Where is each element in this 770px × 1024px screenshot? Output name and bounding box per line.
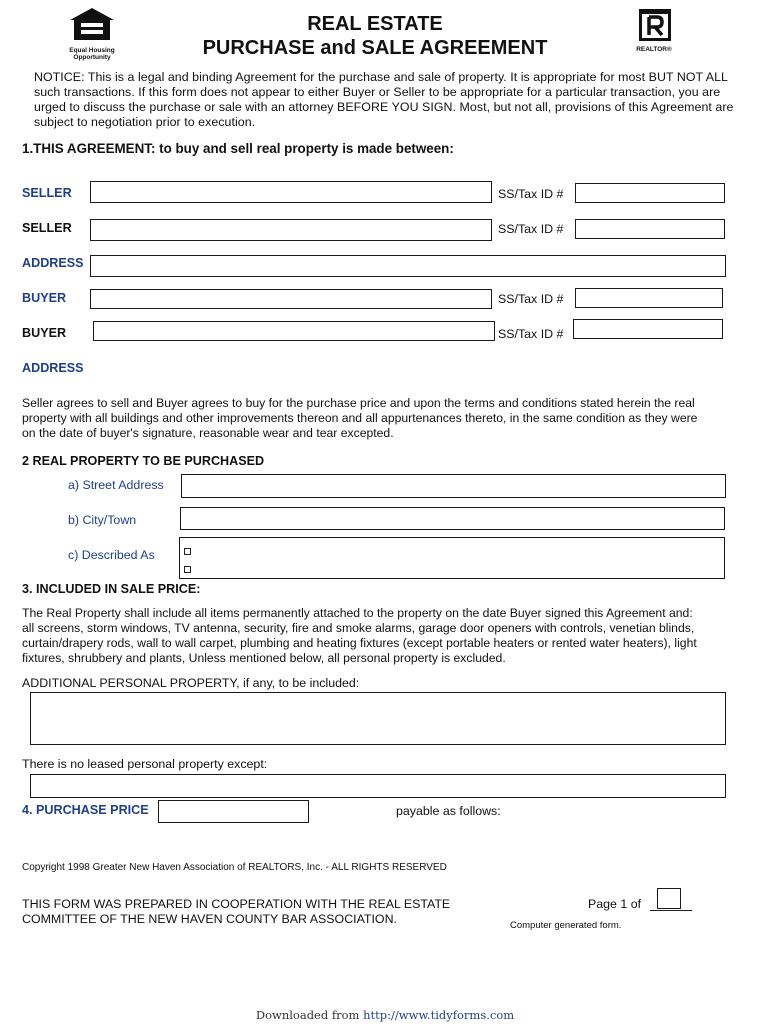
additional-property-label: ADDITIONAL PERSONAL PROPERTY, if any, to be included:: [22, 676, 360, 690]
city-town-label: b) City/Town: [68, 513, 137, 527]
seller2-name-field[interactable]: [90, 219, 492, 241]
section1-heading: 1.THIS AGREEMENT: to buy and sell real property is made between:: [22, 141, 454, 156]
leased-property-field[interactable]: [30, 774, 726, 798]
seller2-taxid-field[interactable]: [575, 219, 725, 239]
page-title-line2: PURCHASE and SALE AGREEMENT: [202, 37, 548, 59]
eho-text-1: Equal Housing: [69, 47, 115, 54]
buyer2-label: BUYER: [22, 326, 67, 340]
total-pages-field[interactable]: [657, 888, 681, 909]
buyer1-taxid-field[interactable]: [575, 288, 723, 308]
city-town-field[interactable]: [180, 507, 725, 530]
payable-label: payable as follows:: [396, 804, 501, 818]
buyer2-name-field[interactable]: [93, 321, 495, 341]
purchase-price-field[interactable]: [158, 800, 309, 823]
street-address-field[interactable]: [181, 474, 726, 498]
described-checkbox-1[interactable]: [184, 548, 191, 555]
realtor-logo: [630, 8, 678, 56]
seller1-taxid-label: SS/Tax ID #: [498, 187, 564, 201]
section3-paragraph: The Real Property shall include all items permanently attached to the property on the date Buyer signed this Agreement and: all screens, storm windows, TV antenna, security, fire and smoke alarms, garage door openers with controls, venetian blinds, curtain/drapery rods, wall to wall carpet, plumbing and heating fixtures (except portable heaters or rented water heaters), light fixtures, shrubbery and plants, Unless mentioned below, all personal property is excluded.: [22, 606, 697, 665]
buyer-address-label: ADDRESS: [22, 361, 84, 375]
realtor-text: REALTOR®: [636, 46, 672, 53]
section3-heading: 3. INCLUDED IN SALE PRICE:: [22, 582, 201, 596]
download-url-link[interactable]: http://www.tidyforms.com: [363, 1008, 515, 1022]
described-as-field[interactable]: [179, 537, 725, 579]
page-of-label: Page 1 of: [588, 897, 642, 911]
seller-address-field[interactable]: [90, 255, 726, 277]
downloaded-from: [0, 1008, 770, 1022]
purchase-price-label: 4. PURCHASE PRICE: [22, 803, 149, 817]
buyer2-taxid-label: SS/Tax ID #: [498, 327, 564, 341]
house-icon: [66, 6, 118, 42]
section2-heading: 2 REAL PROPERTY TO BE PURCHASED: [22, 454, 265, 468]
equal-housing-logo: [66, 6, 118, 61]
seller1-taxid-field[interactable]: [575, 183, 725, 203]
seller-address-label: ADDRESS: [22, 256, 84, 270]
seller2-label: SELLER: [22, 221, 72, 235]
buyer1-label: BUYER: [22, 291, 67, 305]
realtor-r-icon: [638, 8, 672, 42]
computer-generated-text: Computer generated form.: [510, 920, 622, 931]
described-as-label: c) Described As: [68, 548, 155, 562]
described-checkbox-2[interactable]: [184, 566, 191, 573]
leased-property-label: There is no leased personal property except:: [22, 757, 268, 771]
seller1-label: SELLER: [22, 186, 72, 200]
street-address-label: a) Street Address: [68, 478, 164, 492]
prepared-line1: THIS FORM WAS PREPARED IN COOPERATION WITH THE REAL ESTATE: [22, 897, 451, 911]
page-of-underline: [650, 910, 692, 911]
buyer2-taxid-field[interactable]: [573, 319, 723, 339]
additional-property-field[interactable]: [30, 692, 726, 745]
seller1-name-field[interactable]: [90, 181, 492, 203]
eho-text-2: Opportunity: [73, 54, 111, 61]
buyer1-taxid-label: SS/Tax ID #: [498, 292, 564, 306]
prepared-line2: COMMITTEE OF THE NEW HAVEN COUNTY BAR ASSOCIATION.: [22, 912, 397, 926]
section1-paragraph: Seller agrees to sell and Buyer agrees to buy for the purchase price and upon the terms and conditions stated herein the real property with all buildings and other improvements thereon and all appurtenances thereto, in the same condition as they were on the date of buyer's signature, reasonable wear and tear excepted.: [22, 396, 698, 440]
seller2-taxid-label: SS/Tax ID #: [498, 222, 564, 236]
downloaded-from-label: Downloaded from: [255, 1008, 360, 1022]
page-title-line1: REAL ESTATE: [307, 13, 443, 35]
notice-text: NOTICE: This is a legal and binding Agreement for the purchase and sale of property. It is appropriate for most BUT NOT ALL such transactions. If this form does not appear to either Buyer or Seller to be appropriate for a particular transaction, you are urged to discuss the purchase or sale with an attorney BEFORE YOU SIGN. Most, but not all, provisions of this Agreement are subject to negotiation prior to execution.: [34, 70, 734, 129]
copyright-text: Copyright 1998 Greater New Haven Association of REALTORS, Inc. - ALL RIGHTS RESERVED: [22, 862, 447, 873]
buyer1-name-field[interactable]: [90, 289, 492, 309]
